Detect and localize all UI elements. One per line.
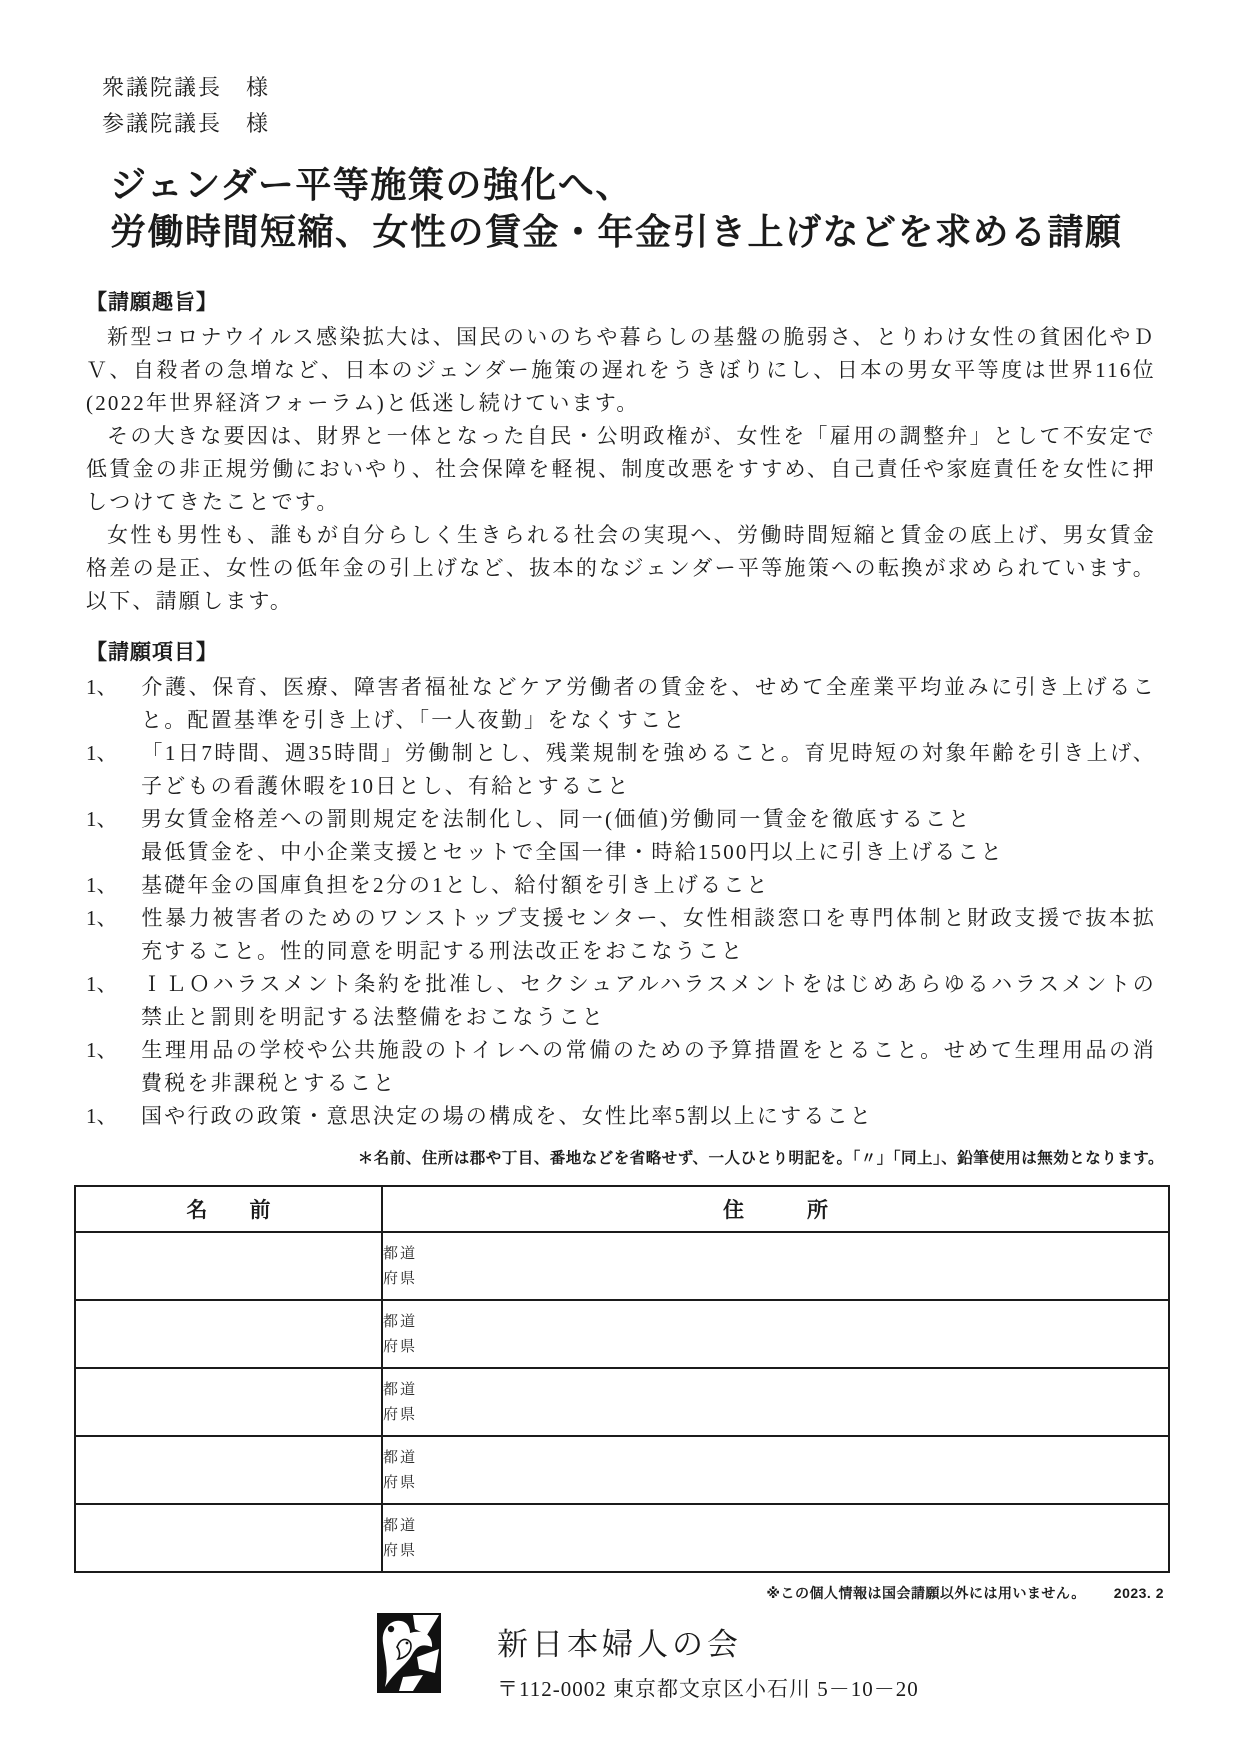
document-date: 2023. 2 [1113, 1585, 1164, 1601]
petition-item [86, 869, 1156, 902]
signature-row [75, 1232, 1169, 1300]
prefecture-label: 府県 [383, 1542, 418, 1559]
signature-table [74, 1185, 1170, 1573]
prefecture-label: 府県 [383, 1474, 418, 1491]
address-blank-cell [382, 1504, 1169, 1572]
name-blank-cell [75, 1232, 382, 1300]
signature-row [75, 1368, 1169, 1436]
item-number: 1、 [86, 807, 118, 831]
item-text: 生理用品の学校や公共施設のトイレへの常備のための予算措置をとること。せめて生理用品の消費税を非課税とすること [141, 1038, 1156, 1095]
signature-header-row [75, 1186, 1169, 1232]
privacy-note-text: ※この個人情報は国会請願以外には用いません。 [766, 1585, 1086, 1601]
dove-logo-icon [377, 1613, 441, 1693]
organization-text [497, 1613, 919, 1703]
organization-name: 新日本婦人の会 [497, 1627, 742, 1662]
purpose-paragraph: その大きな要因は、財界と一体となった自民・公明政権が、女性を「雇用の調整弁」として不安定で低賃金の非正規労働においやり、社会保障を軽視、制度改悪をすすめ、自己責任や家庭責任を女性に押しつけてきたことです。 [86, 424, 1156, 514]
title-line-1: ジェンダー平等施策の強化へ、 [110, 165, 633, 205]
purpose-paragraph: 女性も男性も、誰もが自分らしく生きられる社会の実現へ、労働時間短縮と賃金の底上げ、男女賃金格差の是正、女性の低年金の引上げなど、抜本的なジェンダー平等施策への転換が求められています。以下、請願します。 [86, 523, 1156, 613]
signature-instructions-note: ＊名前、住所は郡や丁目、番地などを省略せず、一人ひとり明記を。「〃」「同上」、鉛筆使用は無効となります。 [357, 1150, 1164, 1167]
item-text: ＩＬＯハラスメント条約を批准し、セクシュアルハラスメントをはじめあらゆるハラスメントの禁止と罰則を明記する法整備をおこなうこと [141, 972, 1156, 1029]
organization-address: 〒112-0002 東京都文京区小石川 5－10－20 [497, 1677, 919, 1701]
item-text: 基礎年金の国庫負担を2分の1とし、給付額を引き上げること [141, 873, 770, 897]
name-blank-cell [75, 1436, 382, 1504]
name-blank-cell [75, 1504, 382, 1572]
purpose-paragraph: 新型コロナウイルス感染拡大は、国民のいのちや暮らしの基盤の脆弱さ、とりわけ女性の貧困化やＤＶ、自殺者の急増など、日本のジェンダー施策の遅れをうきぼりにし、日本の男女平等度は世界116位(2022年世界経済フォーラム)と低迷し続けています。 [86, 325, 1156, 415]
item-text: 介護、保育、医療、障害者福祉などケア労働者の賃金を、せめて全産業平均並みに引き上げること。配置基準を引き上げ、「一人夜勤」をなくすこと [141, 675, 1156, 732]
item-number: 1、 [86, 1104, 118, 1128]
item-text: 国や行政の政策・意思決定の場の構成を、女性比率5割以上にすること [141, 1104, 873, 1128]
prefecture-label: 府県 [383, 1270, 418, 1287]
recipients [102, 70, 270, 142]
item-number: 1、 [86, 873, 118, 897]
purpose-heading: 【請願趣旨】 [86, 291, 218, 314]
prefecture-label: 府県 [383, 1338, 418, 1355]
address-blank-cell [382, 1300, 1169, 1368]
recipient-line: 参議院議長 様 [102, 111, 271, 136]
recipient-line: 衆議院議長 様 [102, 75, 271, 100]
item-text: 「1日7時間、週35時間」労働制とし、残業規制を強めること。育児時短の対象年齢を引き上げ、子どもの看護休暇を10日とし、有給とすること [141, 741, 1156, 798]
petition-item [86, 737, 1156, 803]
petition-item [86, 1034, 1156, 1100]
privacy-note [74, 1583, 1164, 1603]
petition-item [86, 671, 1156, 737]
page-title [110, 162, 1220, 256]
name-column-header: 名 前 [75, 1186, 382, 1232]
purpose-section [86, 286, 1156, 618]
address-blank-cell [382, 1368, 1169, 1436]
name-blank-cell [75, 1368, 382, 1436]
petition-item [86, 803, 1156, 836]
address-column-header: 住 所 [382, 1186, 1169, 1232]
prefecture-label: 都道 [383, 1313, 418, 1330]
address-blank-cell [382, 1436, 1169, 1504]
prefecture-label: 都道 [383, 1517, 418, 1534]
items-section [86, 636, 1156, 1133]
item-text: 性暴力被害者のためのワンストップ支援センター、女性相談窓口を専門体制と財政支援で抜本拡充すること。性的同意を明記する刑法改正をおこなうこと [141, 906, 1156, 963]
address-blank-cell [382, 1232, 1169, 1300]
items-heading: 【請願項目】 [86, 641, 218, 664]
prefecture-label: 都道 [383, 1449, 418, 1466]
item-number: 1、 [86, 906, 118, 930]
prefecture-label: 都道 [383, 1245, 418, 1262]
item-number: 1、 [86, 972, 118, 996]
name-blank-cell [75, 1300, 382, 1368]
item-number: 1、 [86, 1038, 118, 1062]
petition-item [86, 968, 1156, 1034]
signature-row [75, 1300, 1169, 1368]
organization-block [377, 1613, 919, 1703]
item-number: 1、 [86, 741, 118, 765]
item-text: 男女賃金格差への罰則規定を法制化し、同一(価値)労働同一賃金を徹底すること [141, 807, 972, 831]
prefecture-label: 都道 [383, 1381, 418, 1398]
petition-item-continuation: 最低賃金を、中小企業支援とセットで全国一律・時給1500円以上に引き上げること [141, 840, 1004, 864]
prefecture-label: 府県 [383, 1406, 418, 1423]
dove-eye [388, 1626, 394, 1632]
signature-row [75, 1436, 1169, 1504]
petition-item [86, 1100, 1156, 1133]
item-number: 1、 [86, 675, 118, 699]
signature-row [75, 1504, 1169, 1572]
petition-item [86, 902, 1156, 968]
title-line-2: 労働時間短縮、女性の賃金・年金引き上げなどを求める請願 [110, 212, 1123, 252]
